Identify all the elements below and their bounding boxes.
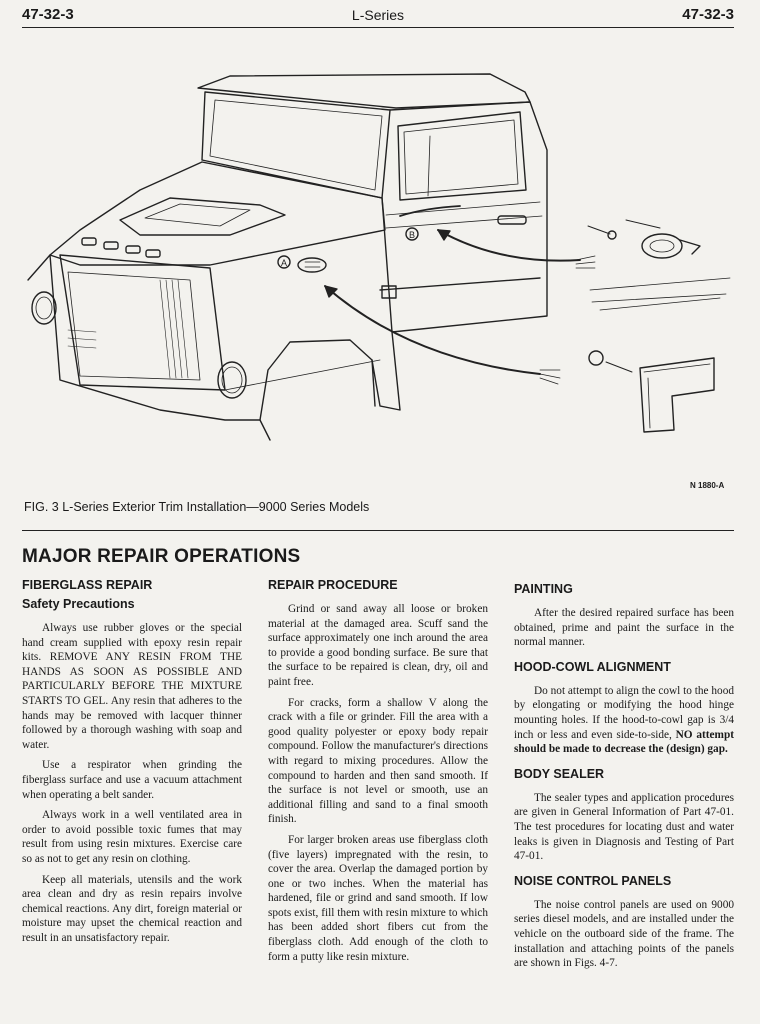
- paragraph: For larger broken areas use fiberglass cloth (five layers) impregnated with the resin, to cover the area. Overlap the damaged portion by one or two inches. When the material has hardened, file or grind and sand smooth. If low spots exist, fill them with resin mixture to which has been added short fibers cut from the fiberglass cloth. Add enough of the cloth to form a putty like resin mixture.: [268, 833, 488, 963]
- figure-caption: FIG. 3 L-Series Exterior Trim Installation—9000 Series Models: [24, 500, 370, 514]
- paragraph: Always use rubber gloves or the special hand cream supplied with epoxy resin repair kits. REMOVE ANY RESIN FROM THE HANDS AS SOON AS POSSIBLE AND PARTICULARLY BEFORE THE MIXTURE STARTS TO GEL. Any resin that adheres to the hands may be removed with lacquer thinner followed by a thorough washing with soap and water.: [22, 622, 242, 751]
- painting-heading: PAINTING: [514, 582, 573, 596]
- noise-control-heading: NOISE CONTROL PANELS: [514, 873, 672, 888]
- column-2: [268, 578, 488, 970]
- body-sealer-heading: BODY SEALER: [514, 766, 605, 781]
- paragraph: After the desired repaired surface has been obtained, prime and paint the surface in the normal manner.: [514, 607, 734, 649]
- paragraph: The sealer types and application procedures are given in General Information of Part 47-01. The test procedures for locating dust and water leaks is given in Diagnosis and Testing of Part 47-01.: [514, 791, 734, 863]
- page-header: [22, 6, 734, 28]
- main-heading: MAJOR REPAIR OPERATIONS: [22, 546, 301, 567]
- figure-id: N 1880-A: [690, 481, 725, 490]
- callout-b-label: B: [409, 230, 416, 240]
- caption-rule: [22, 530, 734, 531]
- paragraph: [514, 684, 734, 757]
- fiberglass-repair-heading: FIBERGLASS REPAIR: [22, 578, 153, 592]
- repair-procedure-heading: REPAIR PROCEDURE: [268, 578, 398, 592]
- paragraph: Use a respirator when grinding the fiberglass surface and use a vacuum attachment when operating a belt sander.: [22, 759, 242, 801]
- safety-precautions-subheading: Safety Precautions: [22, 597, 135, 611]
- hood-text: Do not attempt to align the cowl to the hood by elongating or modifying the hood hinge mounting holes. If the hood-to-cowl gap is 3/4 inch or less and even side-to-side,: [514, 684, 734, 741]
- header-rule: [22, 27, 734, 28]
- paragraph: The noise control panels are used on 9000 series diesel models, and are installed under the vehicle on the outboard side of the frame. The installation and attaching points of the panels are shown in Figs. 4-7.: [514, 898, 734, 970]
- truck-cab-illustration: [20, 40, 736, 500]
- column-3: [514, 582, 734, 977]
- paragraph: Grind or sand away all loose or broken material at the damaged area. Scuff sand the surface approximately one inch around the area to provide a good bonding surface. Be sure that the surface to be repaired is clean, dry, oil and paint free.: [268, 603, 488, 688]
- page-number-right: 47-32-3: [682, 6, 734, 23]
- page-number-left: 47-32-3: [22, 6, 74, 23]
- section-title: L-Series: [351, 7, 405, 23]
- column-1: [22, 578, 242, 951]
- paragraph: Always work in a well ventilated area in order to avoid possible toxic fumes that may result from using resin mixtures. Exercise care so as not to get any resin on clothing.: [22, 809, 242, 865]
- callout-a-label: A: [281, 258, 288, 268]
- hood-cowl-heading: HOOD-COWL ALIGNMENT: [514, 659, 671, 674]
- hood-warning: NO attempt should be made to decrease the (design) gap.: [514, 728, 734, 756]
- paragraph: For cracks, form a shallow V along the crack with a file or grinder. Fill the area with a good quality polyester or epoxy body repair compound. Follow the manufacturer's directions with regard to mixing procedures. Allow the compound to harden and then sand smooth. If the surface is not level or smooth, use an additional filling and sand to a final smooth finish.: [268, 696, 488, 826]
- paragraph: Keep all materials, utensils and the work area clean and dry as resin repairs involve chemical reactions. Any dirt, foreign material or moisture may upset the chemical reaction and result in an unsatisfactory repair.: [22, 873, 242, 944]
